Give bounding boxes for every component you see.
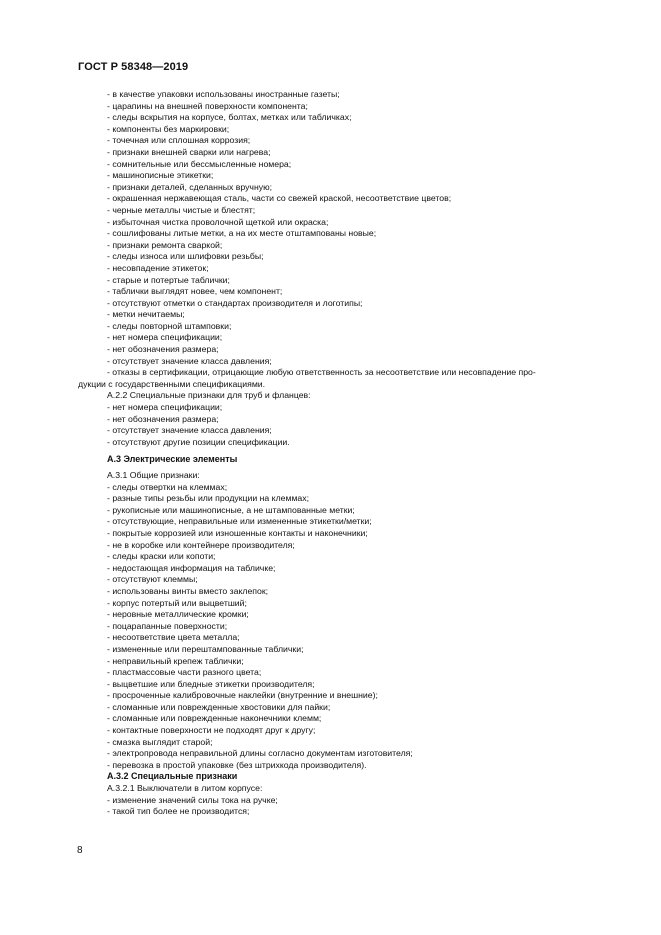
- list-item: - машинописные этикетки;: [107, 170, 615, 182]
- list-item: - нет номера спецификации;: [107, 332, 615, 344]
- list-item: - царапины на внешней поверхности компонента;: [107, 101, 615, 113]
- list-item: - следы краски или копоти;: [107, 551, 615, 563]
- list-item: - несоответствие цвета металла;: [107, 632, 615, 644]
- list-item: - электропровода неправильной длины согласно документам изготовителя;: [107, 748, 615, 760]
- list-item: - сломанные или поврежденные наконечники клемм;: [107, 713, 615, 725]
- list-item: - недостающая информация на табличке;: [107, 563, 615, 575]
- list-item: - признаки деталей, сделанных вручную;: [107, 182, 615, 194]
- list-item: - отсутствуют другие позиции спецификации.: [107, 437, 615, 449]
- list-item: - использованы винты вместо заклепок;: [107, 586, 615, 598]
- list-item: - контактные поверхности не подходят друг к другу;: [107, 725, 615, 737]
- list-item: - покрытые коррозией или изношенные контакты и наконечники;: [107, 528, 615, 540]
- list-item: - таблички выглядят новее, чем компонент;: [107, 286, 615, 298]
- list-item: - пластмассовые части разного цвета;: [107, 667, 615, 679]
- list-item: - отсутствует значение класса давления;: [107, 356, 615, 368]
- document-body: [78, 89, 615, 818]
- list-item: - сломанные или поврежденные хвостовики для пайки;: [107, 702, 615, 714]
- list-item: - разные типы резьбы или продукции на клеммах;: [107, 493, 615, 505]
- list-item: - неправильный крепеж таблички;: [107, 656, 615, 668]
- pipe-flange-signs-list: [107, 402, 615, 448]
- document-header: ГОСТ Р 58348—2019: [78, 61, 189, 73]
- section-a-3-2-title: А.3.2 Специальные признаки: [107, 771, 238, 782]
- list-item: - просроченные калибровочные наклейки (внутренние и внешние);: [107, 690, 615, 702]
- list-item: - сошлифованы литые метки, а на их месте отштампованы новые;: [107, 228, 615, 240]
- list-item: - рукописные или машинописные, а не штампованные метки;: [107, 505, 615, 517]
- list-item: - метки нечитаемы;: [107, 309, 615, 321]
- list-item: - отсутствует значение класса давления;: [107, 425, 615, 437]
- list-item: - нет обозначения размера;: [107, 414, 615, 426]
- list-item: - следы износа или шлифовки резьбы;: [107, 251, 615, 263]
- list-item: - нет обозначения размера;: [107, 344, 615, 356]
- list-item: - неровные металлические кромки;: [107, 609, 615, 621]
- list-item: - признаки внешней сварки или нагрева;: [107, 147, 615, 159]
- paragraph-certification-line2: дукции с государственными спецификациями.: [78, 378, 266, 389]
- list-item: - следы повторной штамповки;: [107, 321, 615, 333]
- list-item: - нет номера спецификации;: [107, 402, 615, 414]
- subsection-a-2-2-title: А.2.2 Специальные признаки для труб и фланцев:: [107, 390, 311, 401]
- list-item: - отсутствующие, неправильные или измененные этикетки/метки;: [107, 516, 615, 528]
- list-item: - изменение значений силы тока на ручке;: [107, 795, 615, 807]
- page-number: 8: [77, 845, 83, 856]
- list-item: - такой тип более не производится;: [107, 806, 615, 818]
- list-item: - перевозка в простой упаковке (без штрихкода производителя).: [107, 760, 615, 772]
- list-item: - отсутствуют отметки о стандартах производителя и логотипы;: [107, 298, 615, 310]
- list-item: - несовпадение этикеток;: [107, 263, 615, 275]
- list-item: - компоненты без маркировки;: [107, 124, 615, 136]
- electrical-general-signs-list: [107, 482, 615, 772]
- list-item: - следы отвертки на клеммах;: [107, 482, 615, 494]
- breaker-signs-list: [107, 795, 615, 818]
- list-item: - черные металлы чистые и блестят;: [107, 205, 615, 217]
- subsection-a-3-1-title: А.3.1 Общие признаки:: [107, 470, 200, 480]
- list-item: - в качестве упаковки использованы иностранные газеты;: [107, 89, 615, 101]
- list-item: - корпус потертый или выцветший;: [107, 598, 615, 610]
- list-item: - отсутствуют клеммы;: [107, 574, 615, 586]
- list-item: - поцарапанные поверхности;: [107, 621, 615, 633]
- list-item: - смазка выглядит старой;: [107, 737, 615, 749]
- list-item: - признаки ремонта сваркой;: [107, 240, 615, 252]
- counterfeit-signs-list: [107, 89, 615, 367]
- list-item: - выцветшие или бледные этикетки производителя;: [107, 679, 615, 691]
- list-item: - следы вскрытия на корпусе, болтах, метках или табличках;: [107, 112, 615, 124]
- list-item: - не в коробке или контейнере производителя;: [107, 540, 615, 552]
- subsection-a-3-2-1-title: А.3.2.1 Выключатели в литом корпусе:: [107, 783, 263, 794]
- list-item: - избыточная чистка проволочной щеткой или окраска;: [107, 217, 615, 229]
- list-item: - старые и потертые таблички;: [107, 275, 615, 287]
- list-item: - измененные или перештампованные таблички;: [107, 644, 615, 656]
- paragraph-certification-line1: - отказы в сертификации, отрицающие любую ответственность за несоответствие или несовпадение про-: [107, 367, 536, 378]
- section-a-3-title: А.3 Электрические элементы: [107, 454, 238, 465]
- list-item: - окрашенная нержавеющая сталь, части со свежей краской, несоответствие цветов;: [107, 193, 615, 205]
- list-item: - точечная или сплошная коррозия;: [107, 135, 615, 147]
- list-item: - сомнительные или бессмысленные номера;: [107, 159, 615, 171]
